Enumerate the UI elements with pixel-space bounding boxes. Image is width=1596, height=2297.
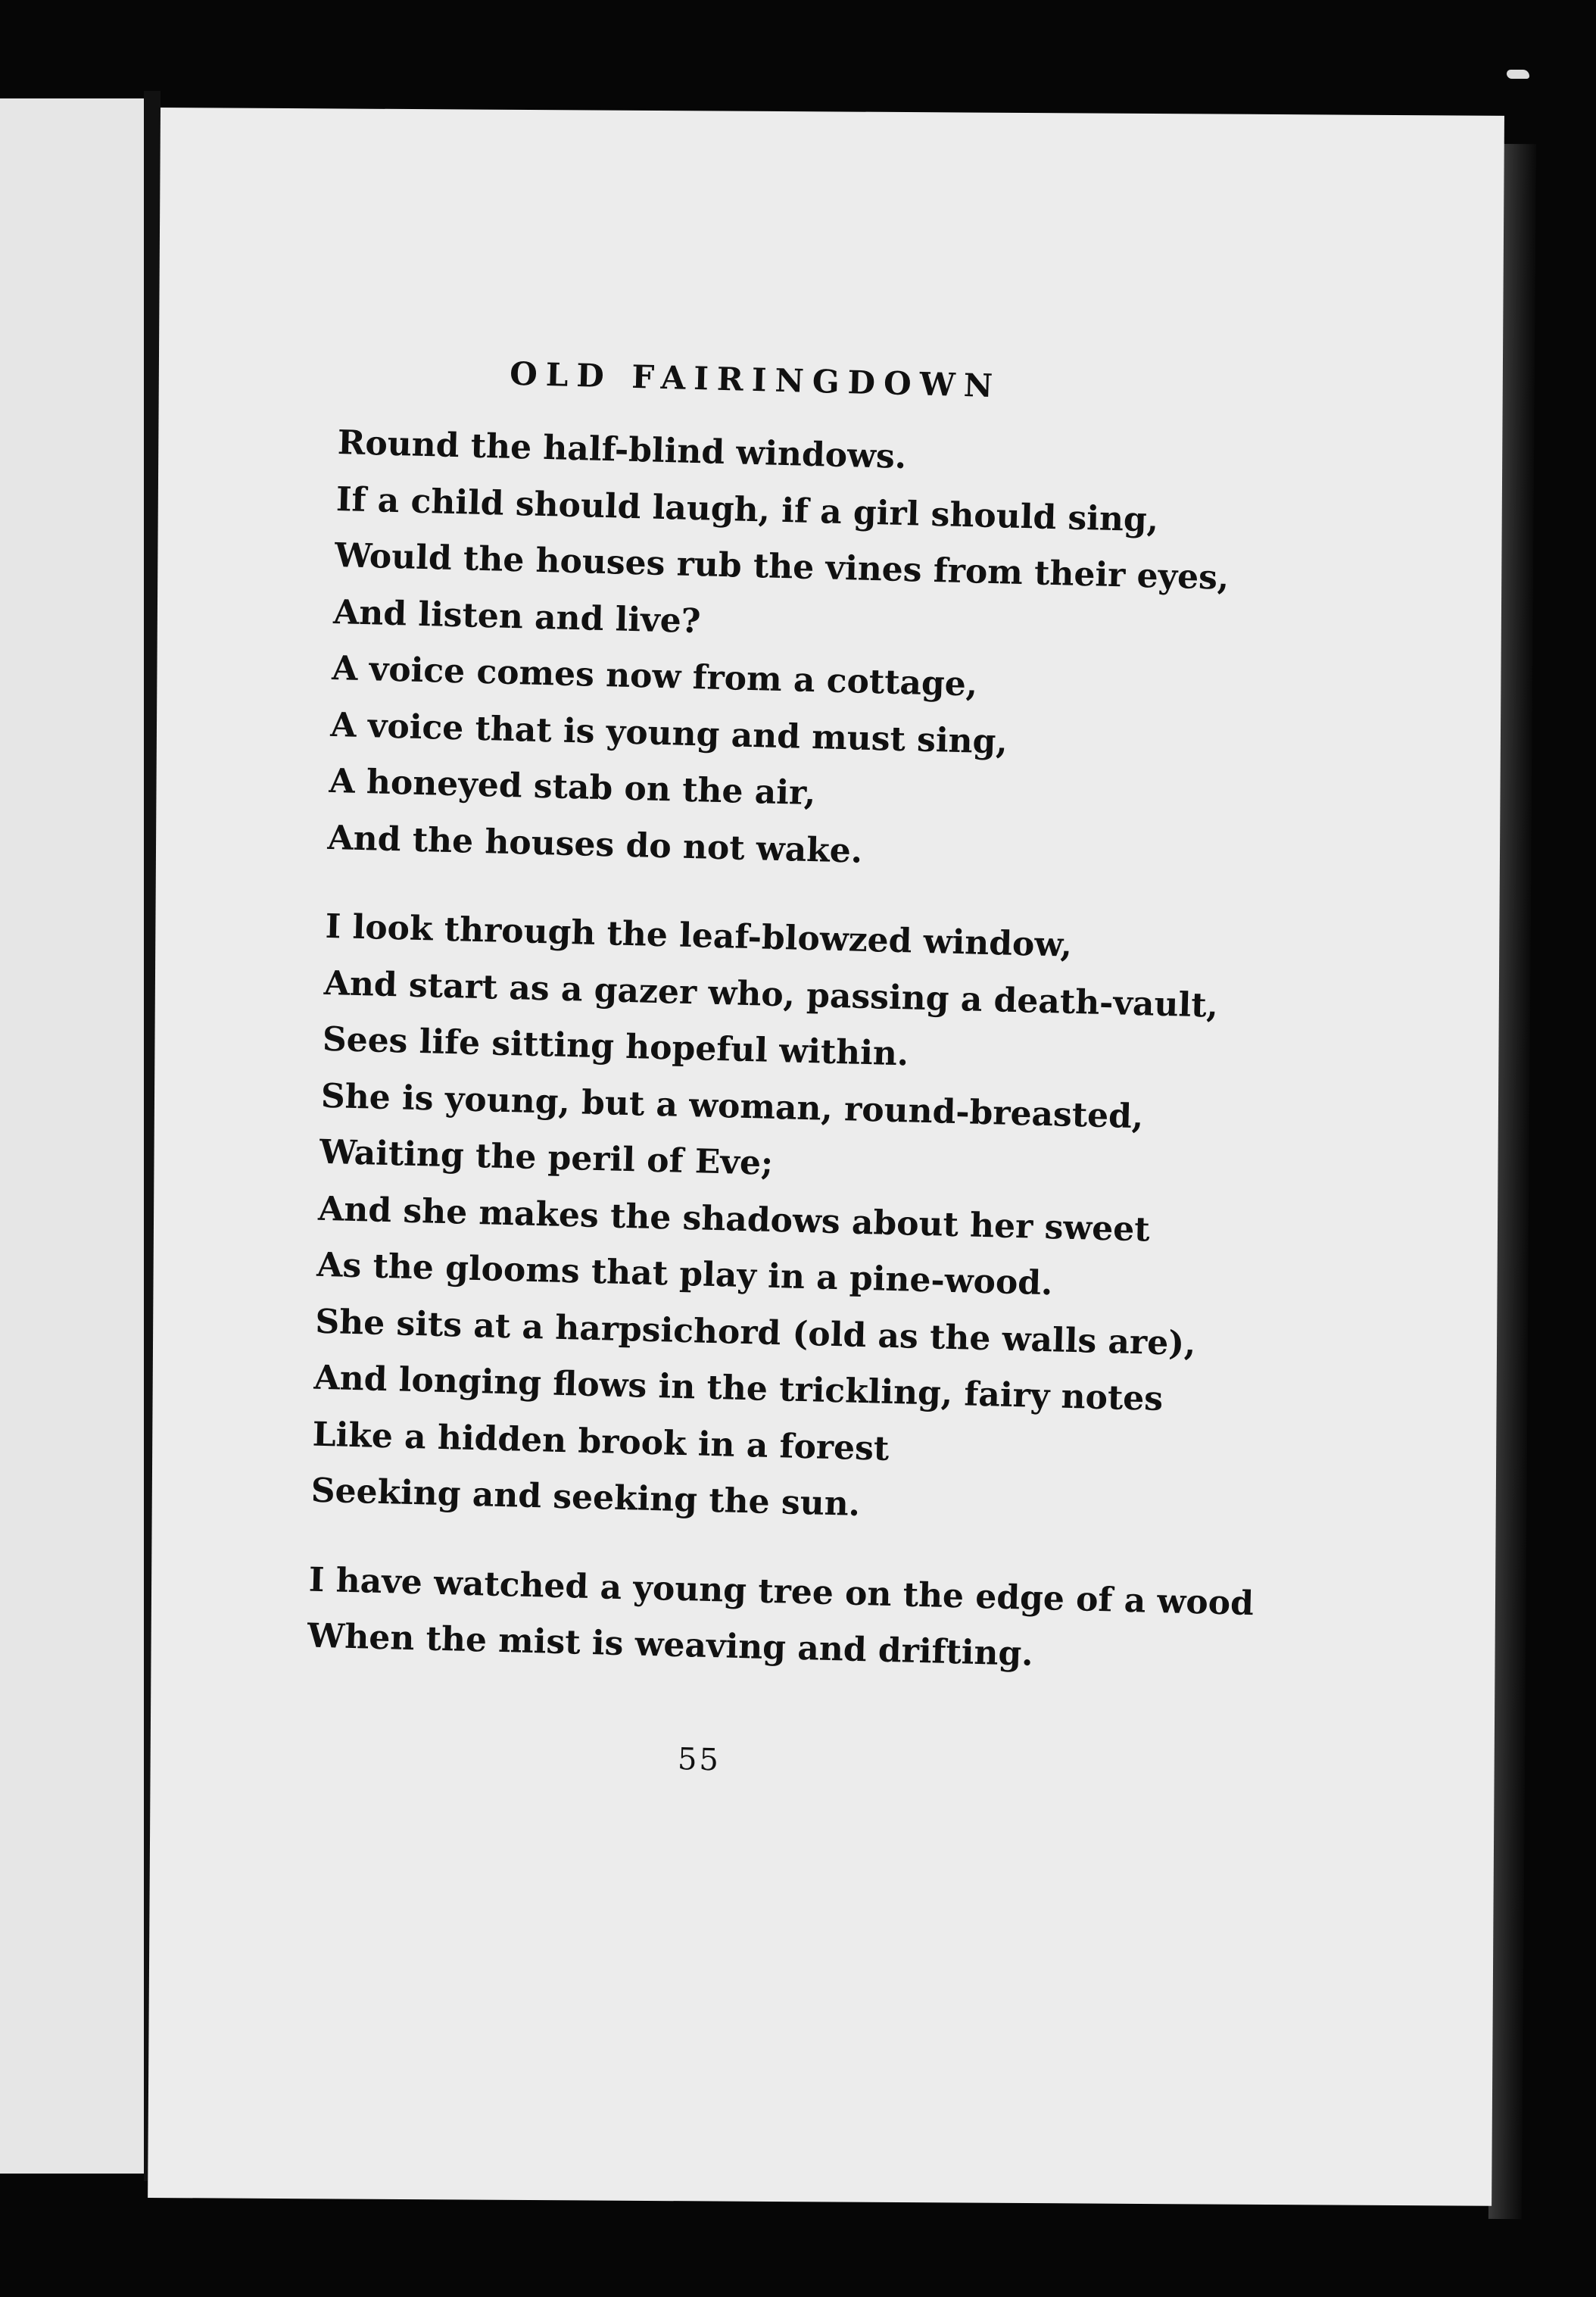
poem-line: Waiting the peril of Eve;	[319, 1132, 774, 1183]
poem-line: Sees life sitting hopeful within.	[322, 1019, 909, 1074]
poem-line: A honeyed stab on the air,	[328, 761, 816, 813]
stanza	[310, 899, 1310, 1544]
stanza	[307, 1552, 1293, 1690]
poem-line: I look through the leaf-blowzed window,	[325, 907, 1073, 965]
scan-corner-mark	[1507, 70, 1529, 79]
poem-line: A voice comes now from a cottage,	[331, 648, 978, 704]
poem-line: Seeking and seeking the sun.	[310, 1471, 861, 1524]
poem-line: And listen and live?	[332, 592, 702, 641]
page-content	[108, 108, 1504, 2231]
poem-line: When the mist is weaving and drifting.	[307, 1616, 1034, 1674]
poem-line: Would the houses rub the vines from their eyes,	[334, 536, 1230, 598]
poem-line: And longing flows in the trickling, fairy notes	[313, 1358, 1164, 1419]
poem-line: As the glooms that play in a pine-wood.	[316, 1245, 1053, 1303]
poem-text	[306, 415, 1322, 1722]
poem-line: If a child should laugh, if a girl should sing,	[335, 479, 1159, 540]
poem-line: And she makes the shadows about her sweet	[317, 1189, 1151, 1250]
poem-line: Like a hidden brook in a forest	[312, 1415, 890, 1468]
stanza	[327, 415, 1323, 891]
running-head: OLD FAIRINGDOWN	[509, 354, 1002, 405]
poem-line: Round the half-blind windows.	[337, 423, 907, 477]
poem-line: And start as a gazer who, passing a death-vault,	[323, 963, 1219, 1025]
poem-line: She is young, but a woman, round-breasted,	[320, 1076, 1144, 1136]
poem-line: A voice that is young and must sing,	[329, 705, 1008, 762]
poem-line: And the houses do not wake.	[327, 818, 863, 871]
page-number: 55	[677, 1741, 722, 1778]
poem-line: She sits at a harpsichord (old as the walls are),	[314, 1302, 1197, 1363]
poem-line: I have watched a young tree on the edge of a wood	[308, 1560, 1255, 1623]
book-page	[148, 108, 1504, 2206]
